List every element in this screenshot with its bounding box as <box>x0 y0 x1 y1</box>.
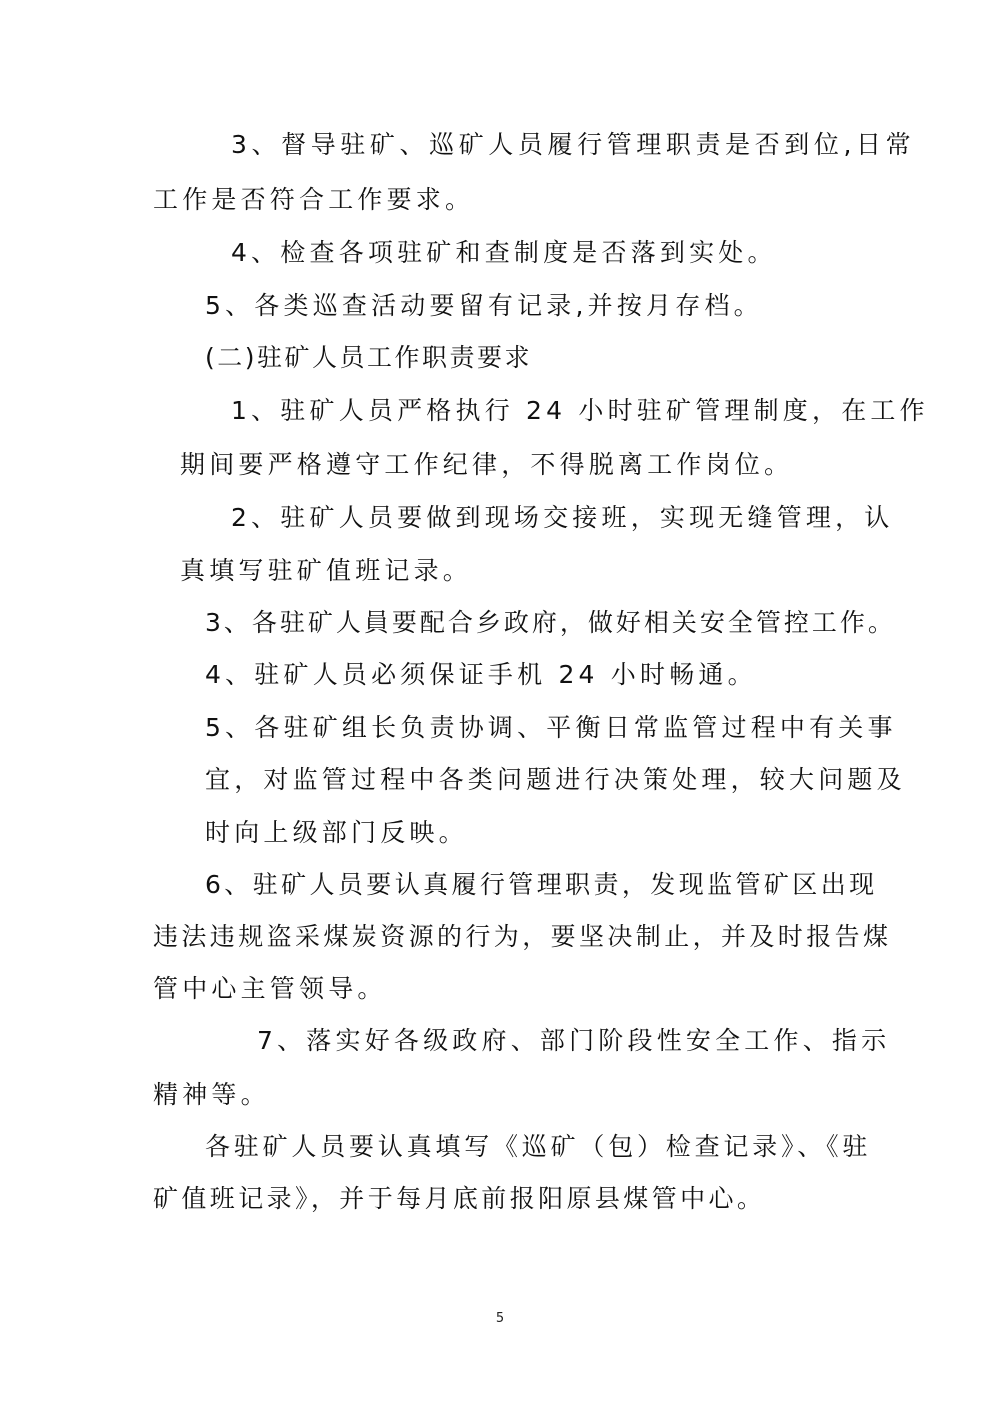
text-line: 3、各驻矿人員要配合乡政府，做好相关安全管控工作。 <box>205 608 896 637</box>
section-heading: (二)驻矿人员工作职责要求 <box>205 343 533 372</box>
text-line: 4、检查各项驻矿和查制度是否落到实处。 <box>231 238 777 267</box>
text-line: 2、驻矿人员要做到现场交接班，实现无缝管理，认 <box>231 503 894 532</box>
text-line: 各驻矿人员要认真填写《巡矿（包）检查记录》、《驻 <box>205 1132 872 1161</box>
text-line: 矿值班记录》，并于每月底前报阳原县煤管中心。 <box>153 1184 766 1213</box>
page-number: 5 <box>495 1311 505 1326</box>
text-line: 真填写驻矿值班记录。 <box>180 556 473 585</box>
text-line: 4、驻矿人员必须保证手机 24 小时畅通。 <box>205 660 757 689</box>
text-line: 6、驻矿人员要认真履行管理职责，发现监管矿区出现 <box>205 870 878 899</box>
text-line: 3、督导驻矿、巡矿人员履行管理职责是否到位,日常 <box>231 130 916 159</box>
text-line: 5、各驻矿组长负责协调、平衡日常监管过程中有关事 <box>205 713 897 742</box>
text-line: 7、落实好各级政府、部门阶段性安全工作、指示 <box>257 1026 891 1055</box>
text-line: 5、各类巡查活动要留有记录,并按月存档。 <box>205 291 763 320</box>
text-line: 宜，对监管过程中各类问题进行决策处理，较大问题及 <box>205 765 906 794</box>
text-line: 时向上级部门反映。 <box>205 818 468 847</box>
text-line: 精神等。 <box>153 1080 270 1109</box>
text-line: 1、驻矿人员严格执行 24 小时驻矿管理制度，在工作 <box>231 396 929 425</box>
text-line: 工作是否符合工作要求。 <box>153 185 475 214</box>
text-line: 期间要严格遵守工作纪律，不得脱离工作岗位。 <box>180 450 794 479</box>
text-line: 违法违规盗采煤炭资源的行为，要坚决制止，并及时报告煤 <box>153 922 892 951</box>
text-line: 管中心主管领导。 <box>153 974 387 1003</box>
